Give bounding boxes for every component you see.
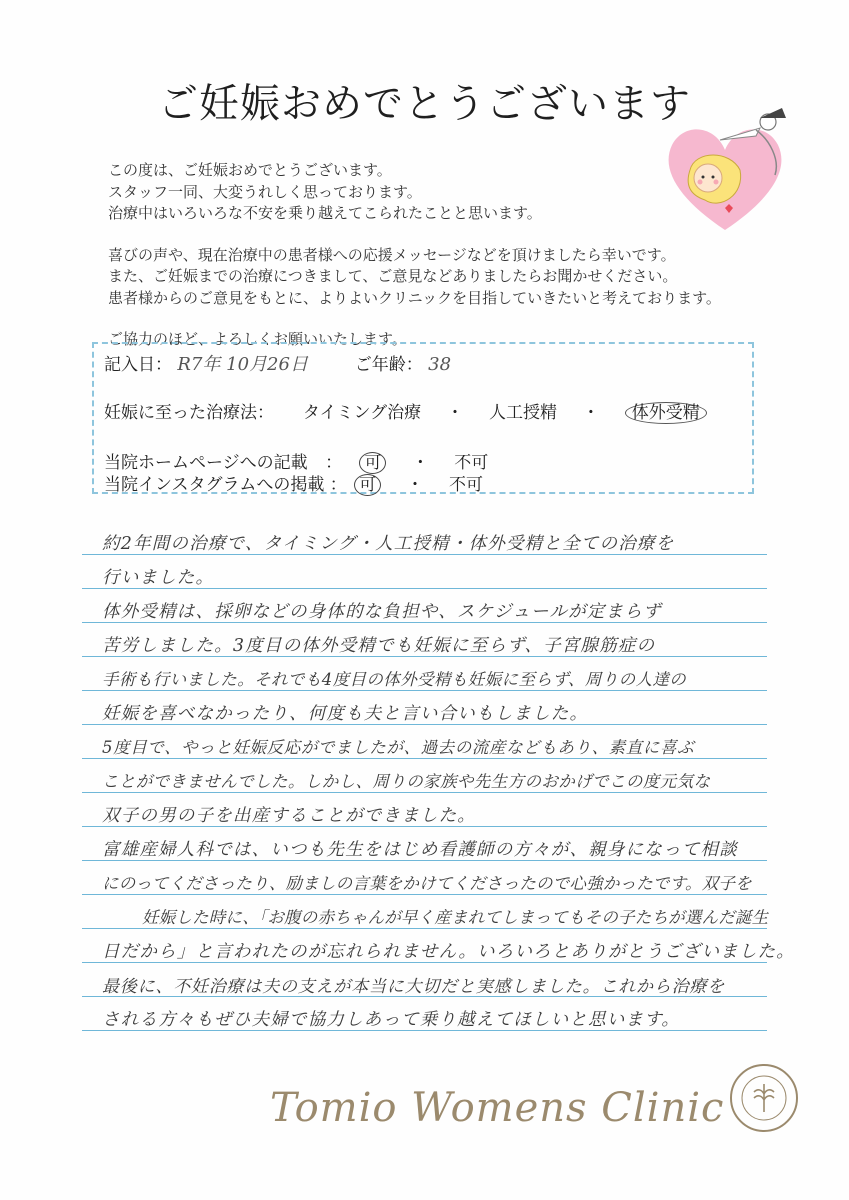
message-line: 富雄産婦人科では、いつも先生をはじめ看護師の方々が、親身になって相談 xyxy=(102,840,738,860)
clinic-logo-seal xyxy=(728,1062,800,1134)
message-line: 行いました。 xyxy=(102,568,215,588)
ruled-line xyxy=(82,690,767,691)
message-line: 妊娠を喜べなかったり、何度も夫と言い合いもしました。 xyxy=(102,704,589,724)
clinic-brand: Tomio Womens Clinic xyxy=(270,1085,725,1131)
message-line: 約2年間の治療で、タイミング・人工授精・体外受精と全ての治療を xyxy=(102,534,675,554)
message-line: 日だから」と言われたのが忘れられません。いろいろとありがとうございました。 xyxy=(102,942,795,962)
ruled-line xyxy=(82,792,767,793)
message-line: ことができませんでした。しかし、周りの家族や先生方のおかげでこの度元気な xyxy=(102,772,711,791)
ruled-line xyxy=(82,758,767,759)
instagram-row: 当院インスタグラムへの掲載 ： 可 ・ 不可 xyxy=(104,475,483,495)
homepage-label: 当院ホームページへの記載 xyxy=(104,453,308,473)
instagram-label: 当院インスタグラムへの掲載 xyxy=(104,475,325,495)
message-line: される方々もぜひ夫婦で協力しあって乗り越えてほしいと思います。 xyxy=(102,1010,681,1030)
page-title: ご妊娠おめでとうございます xyxy=(158,81,691,127)
handwritten-message xyxy=(82,512,795,1032)
homepage-row: 当院ホームページへの記載 ： 可 ・ 不可 xyxy=(104,453,489,473)
homepage-deny: 不可 xyxy=(454,453,489,473)
intro-paragraph-3: ご協力のほど、よろしくお願いいたします。 xyxy=(108,330,407,348)
homepage-allow-selected: 可 xyxy=(359,452,386,474)
date-value: R7年 10月26日 xyxy=(177,354,308,375)
intro-paragraph-2: 喜びの声や、現在治療中の患者様への応援メッセージなどを頂けましたら幸いです。 また、ご妊娠までの治療につきまして、ご意見などありましたらお聞かせください。 患者様からのご意見をもとに、よりよいクリニックを目指していきたいと考えております。 xyxy=(108,245,721,307)
instagram-deny: 不可 xyxy=(448,475,483,495)
intro-text xyxy=(108,160,768,371)
message-line: 体外受精は、採卵などの身体的な負担や、スケジュールが定まらず xyxy=(102,602,662,622)
treatment-label: 妊娠に至った治療法： xyxy=(104,403,274,423)
age-value: 38 xyxy=(428,354,452,375)
intro-paragraph-1: この度は、ご妊娠おめでとうございます。 スタッフ一同、大変うれしく思っております。 治療中はいろいろな不安を乗り越えてこられたことと思います。 xyxy=(108,161,542,222)
treatment-option-timing: タイミング治療 xyxy=(302,403,422,423)
age-label: ご年齢： xyxy=(354,355,423,375)
date-age-row xyxy=(104,350,451,376)
message-line: 手術も行いました。それでも4度目の体外受精も妊娠に至らず、周りの人達の xyxy=(102,670,687,689)
message-line: 妊娠した時に、「お腹の赤ちゃんが早く産まれてしまってもその子たちが選んだ誕生 xyxy=(142,908,769,927)
message-line: 最後に、不妊治療は夫の支えが本当に大切だと実感しました。これから治療を xyxy=(102,977,725,997)
treatment-option-artificial: 人工授精 xyxy=(488,403,557,423)
info-form-box xyxy=(92,342,754,494)
message-line: 苦労しました。3度目の体外受精でも妊娠に至らず、子宮腺筋症の xyxy=(102,636,656,656)
treatment-option-ivf-selected: 体外受精 xyxy=(625,402,707,424)
instagram-allow-selected: 可 xyxy=(354,474,381,496)
message-line: 双子の男の子を出産することができました。 xyxy=(102,806,476,826)
treatment-row: 妊娠に至った治療法： タイミング治療 ・ 人工授精 ・ 体外受精 xyxy=(104,398,707,424)
ruled-line xyxy=(82,928,767,929)
ruled-line xyxy=(82,894,767,895)
date-label: 記入日： xyxy=(104,355,172,375)
message-line: にのってくださったり、励ましの言葉をかけてくださったので心強かったです。双子を xyxy=(102,874,752,893)
message-line: 5度目で、やっと妊娠反応がでましたが、過去の流産などもあり、素直に喜ぶ xyxy=(102,738,695,757)
